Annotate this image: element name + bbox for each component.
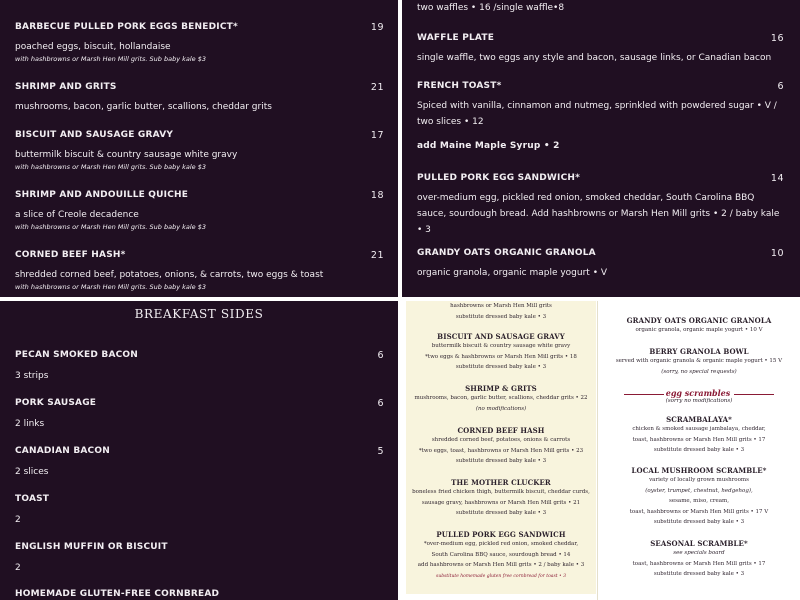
paper-item-line: chicken & smoked sausage jambalaya, cheddar, (632, 426, 766, 432)
side-item-price: 6 (377, 398, 384, 409)
menu-item-price: 17 (370, 130, 384, 141)
side-item-name: HOMEMADE GLUTEN-FREE CORNBREAD (15, 589, 220, 599)
menu-photo-top-left (0, 0, 398, 297)
menu-item (15, 130, 384, 171)
paper-item-line: substitute dressed baby kale • 3 (455, 510, 547, 516)
paper-item-line: sesame, miso, cream, (669, 498, 729, 504)
menu-cut-line (417, 0, 784, 16)
menu-item-price: 10 (770, 248, 784, 259)
menu-item (417, 81, 784, 130)
menu-item (15, 190, 384, 231)
side-item-name: PORK SAUSAGE (15, 398, 97, 408)
menu-item-desc: buttermilk biscuit & country sausage white gravy (15, 150, 238, 160)
paper-item-line: add hashbrowns or Marsh Hen Mill grits • 2 / baby kale • 3 (417, 562, 585, 568)
paper-item-line: boneless fried chicken thigh, buttermilk biscuit, cheddar curds, (412, 489, 590, 495)
paper-right-column (598, 301, 800, 600)
side-item-desc: 2 (15, 515, 21, 525)
menu-item (15, 82, 384, 114)
paper-item-name: SHRIMP & GRITS (465, 384, 537, 393)
menu-item-price: 16 (770, 33, 784, 44)
side-item-desc: 2 links (15, 419, 45, 429)
paper-item-name: SEASONAL SCRAMBLE* (650, 539, 748, 548)
menu-item-note: with hashbrowns or Marsh Hen Mill grits. Sub baby kale $3 (15, 283, 206, 291)
paper-item-name: SCRAMBALAYA* (666, 415, 732, 424)
paper-item-line: toast, hashbrowns or Marsh Hen Mill grits • 17 (632, 436, 766, 443)
paper-item-line: *two eggs, toast, hashbrowns or Marsh Hen Mill grits • 23 (418, 447, 584, 454)
menu-item-price: 14 (770, 173, 784, 184)
paper-item-line: served with organic granola & organic maple yogurt • 15 V (615, 358, 783, 364)
paper-menu-item (406, 426, 596, 467)
menu-item-desc: Spiced with vanilla, cinnamon and nutmeg, sprinkled with powdered sugar • V / two slices • 12 (417, 101, 777, 127)
paper-item-line: hashbrowns or Marsh Hen Mill grits (450, 303, 552, 309)
menu-item-desc: over-medium egg, pickled red onion, smoked cheddar, South Carolina BBQ sauce, sourdough bread. Add hashbrowns or Marsh Hen Mill grits • 2 / baby kale • 3 (417, 193, 780, 235)
menu-item-desc: organic granola, organic maple yogurt • V (417, 268, 608, 278)
side-item-name: PECAN SMOKED BACON (15, 350, 139, 360)
paper-menu-item (598, 316, 800, 336)
paper-item-line: substitute dressed baby kale • 3 (653, 519, 745, 525)
menu-item (417, 33, 784, 66)
menu-photo-top-right (402, 0, 800, 297)
menu-item-price: 6 (777, 81, 784, 92)
menu-item-price: 19 (370, 22, 384, 33)
paper-item-line: substitute dressed baby kale • 3 (455, 458, 547, 464)
paper-menu-item (598, 347, 800, 377)
menu-item-name: BISCUIT AND SAUSAGE GRAVY (15, 130, 174, 140)
scrambles-title: egg scrambles (665, 388, 731, 398)
side-item (15, 542, 384, 575)
side-item (15, 446, 384, 479)
side-item (15, 398, 384, 431)
paper-item-line: mushrooms, bacon, garlic butter, scallions, cheddar grits • 22 (414, 395, 588, 401)
paper-menu-item (406, 301, 596, 322)
menu-item-desc: shredded corned beef, potatoes, onions, & carrots, two eggs & toast (15, 270, 324, 280)
paper-item-name: BISCUIT AND SAUSAGE GRAVY (437, 332, 565, 341)
menu-item (417, 173, 784, 238)
side-item (15, 350, 384, 383)
menu-item-price: 21 (370, 82, 384, 93)
paper-item-line: sausage gravy, hashbrowns or Marsh Hen Mill grits • 21 (421, 499, 581, 506)
paper-menu-item (598, 539, 800, 580)
paper-menu-item (406, 332, 596, 373)
menu-photo-breakfast-sides (0, 301, 398, 600)
menu-item-desc: mushrooms, bacon, garlic butter, scallions, cheddar grits (15, 102, 272, 112)
menu-item-name: FRENCH TOAST* (417, 81, 502, 91)
paper-item-name: BERRY GRANOLA BOWL (649, 347, 749, 356)
paper-menu-item (598, 466, 800, 528)
paper-item-line: (no modifications) (475, 405, 527, 412)
section-title: BREAKFAST SIDES (134, 307, 264, 321)
menu-item-name: WAFFLE PLATE (417, 33, 495, 43)
side-item-name: ENGLISH MUFFIN OR BISCUIT (15, 542, 168, 552)
menu-item-desc: a slice of Creole decadence (15, 210, 139, 220)
paper-item-line: *two eggs & hashbrowns or Marsh Hen Mill grits • 18 (425, 353, 577, 360)
paper-left-column (406, 301, 596, 594)
menu-item-name: add Maine Maple Syrup • 2 (417, 141, 560, 151)
paper-item-line: variety of locally grown mushrooms (649, 477, 749, 483)
side-item-name: CANADIAN BACON (15, 446, 110, 456)
menu-item-name: GRANDY OATS ORGANIC GRANOLA (417, 248, 596, 258)
paper-item-name: CORNED BEEF HASH (457, 426, 545, 435)
paper-menu-item (406, 530, 596, 571)
paper-item-line: buttermilk biscuit & country sausage white gravy (431, 343, 571, 349)
menu-item (15, 250, 384, 291)
side-item (15, 589, 384, 599)
menu-item-desc: single waffle, two eggs any style and bacon, sausage links, or Canadian bacon (417, 53, 772, 63)
menu-item-note: with hashbrowns or Marsh Hen Mill grits. Sub baby kale $3 (15, 55, 206, 63)
paper-item-line: substitute dressed baby kale • 3 (653, 447, 745, 453)
menu-item-name: SHRIMP AND ANDOUILLE QUICHE (15, 190, 189, 200)
paper-item-name: LOCAL MUSHROOM SCRAMBLE* (631, 466, 767, 475)
paper-item-line: (sorry, no special requests) (661, 368, 737, 375)
paper-item-line: substitute dressed baby kale • 3 (653, 571, 745, 577)
side-item-desc: 3 strips (15, 371, 49, 381)
side-item-desc: 2 (15, 563, 21, 573)
side-item-price: 6 (377, 350, 384, 361)
paper-footer-note: substitute homemade gluten free cornbread for toast • 3 (436, 574, 566, 579)
menu-item-note: with hashbrowns or Marsh Hen Mill grits. Sub baby kale $3 (15, 163, 206, 171)
paper-item-line: toast, hashbrowns or Marsh Hen Mill grits • 17 V (629, 508, 769, 515)
paper-item-line: substitute dressed baby kale • 3 (455, 364, 547, 370)
menu-item-note: with hashbrowns or Marsh Hen Mill grits. Sub baby kale $3 (15, 223, 206, 231)
menu-photo-paper (402, 301, 800, 600)
menu-item-name: BARBECUE PULLED PORK EGGS BENEDICT* (15, 22, 238, 32)
side-item-price: 5 (377, 446, 384, 457)
side-item (15, 494, 384, 527)
menu-item (15, 22, 384, 63)
paper-item-name: THE MOTHER CLUCKER (451, 478, 551, 487)
paper-item-line: toast, hashbrowns or Marsh Hen Mill grits • 17 (632, 560, 766, 567)
menu-item-name: PULLED PORK EGG SANDWICH* (417, 173, 581, 183)
paper-item-line: see specials board (673, 550, 725, 556)
paper-menu-item (406, 478, 596, 519)
paper-item-line: (oyster, trumpet, chestnut, hedgehog), (645, 487, 753, 494)
menu-item (417, 248, 784, 281)
side-item-desc: 2 slices (15, 467, 49, 477)
side-item-name: TOAST (15, 494, 50, 504)
menu-item-desc: poached eggs, biscuit, hollandaise (15, 42, 171, 52)
paper-item-line: shredded corned beef, potatoes, onions & carrots (431, 437, 571, 443)
menu-item-name: SHRIMP AND GRITS (15, 82, 117, 92)
menu-item-desc: two waffles • 16 /single waffle•8 (417, 3, 565, 13)
paper-item-line: substitute dressed baby kale • 3 (455, 313, 547, 320)
paper-item-name: PULLED PORK EGG SANDWICH (436, 530, 566, 539)
menu-item-name: CORNED BEEF HASH* (15, 250, 126, 260)
paper-menu-item (598, 415, 800, 456)
menu-item-price: 18 (370, 190, 384, 201)
menu-item-price: 21 (370, 250, 384, 261)
paper-item-name: GRANDY OATS ORGANIC GRANOLA (626, 316, 772, 325)
paper-item-line: organic granola, organic maple yogurt • 10 V (635, 327, 763, 333)
scrambles-subtitle: (sorry no modifications) (665, 398, 733, 404)
menu-item (417, 141, 784, 151)
paper-item-line: *over-medium egg, pickled red onion, smoked cheddar, (423, 541, 579, 547)
paper-item-line: South Carolina BBQ sauce, sourdough bread • 14 (431, 551, 571, 558)
paper-menu-item (406, 384, 596, 414)
